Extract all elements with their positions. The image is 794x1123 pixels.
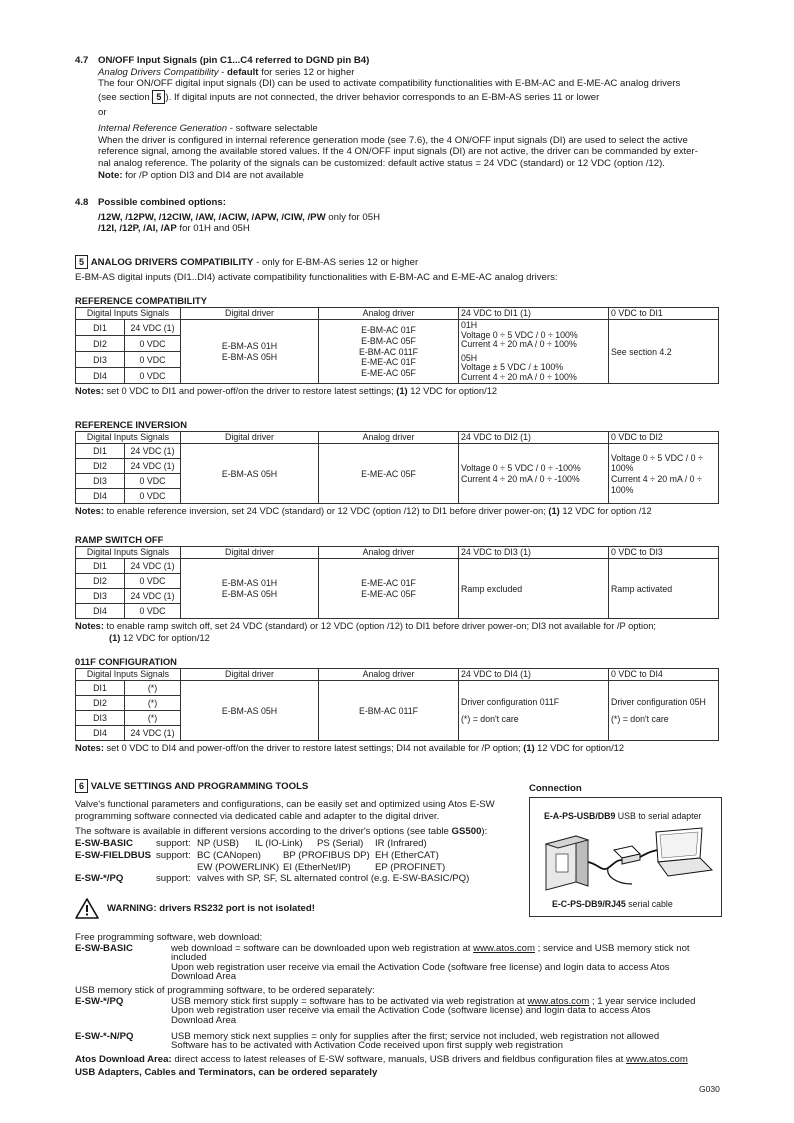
download-section: Free programming software, web download: E-SW-BASIC web download = software can be downloaded upon web registration at www.atos.com ; service and USB memory stick not included Upon web registration user receive via email the Activation Code (software free license) and login data to access Atos Download Area USB memory stick of programming software, to be ordered separately: E-SW-*/PQ USB memory stick first supply = software has to be activated via web registration at www.atos.com ; 1 year service included Upon web registration user receive via email the Activation Code (software license) and login data to access Atos Download Area E-SW-*-N/PQ USB memory stick next supplies = only for supplies after the first; service not included, web registration not allowed Software has to be activated with Activation Code received upon first supply web registration Atos Download Area: direct access to latest releases of E-SW software, manuals, USB drivers and fieldbus configuration files at www.atos.com USB Adapters, Cables and Terminators, can be ordered separately: [75, 932, 696, 1079]
connection-title: Connection: [529, 783, 582, 794]
section-5-header: 5 ANALOG DRIVERS COMPATIBILITY - only for E-BM-AS series 12 or higher E-BM-AS digital inputs (DI1..DI4) activate compatibility functionalities with E-BM-AC and E-ME-AC analog drivers:: [75, 257, 558, 283]
table-reference-compatibility: REFERENCE COMPATIBILITY Digital Inputs Signals Digital driver Analog driver 24 VDC to DI1 (1) 0 VDC to DI1 DI1 24 VDC (1) E-BM-AS 01H E-BM-AS 05H E-BM-AC 01F E-BM-AC 05F E-BM-AC 011F E-ME-AC 01F E-ME-AC 05F 01H Voltage 0 ÷ 5 VDC / 0 ÷ 100% Current 4 ÷ 20 mA / 0 ÷ 100% 05H Voltage ± 5 VDC / ± 100% Current 4 ÷ 20 mA / 0 ÷ 100% See section 4.2 DI2 0 VDC DI3 0 VDC DI4 0 VDC Notes: set 0 VDC to DI1 and power-off/on the driver to restore latest settings; (1) 12 VDC for option/12: [75, 295, 719, 398]
connection-diagram: [529, 797, 722, 917]
table-title: 011F CONFIGURATION: [75, 656, 177, 667]
section-number: 4.7: [75, 55, 89, 66]
section-box: 6: [75, 779, 88, 793]
sw-basic-row: E-SW-BASIC support: NP (USB) IL (IO-Link) PS (Serial) IR (Infrared): [75, 838, 427, 850]
table-title: RAMP SWITCH OFF: [75, 534, 164, 545]
table-ramp-switch-off: RAMP SWITCH OFF Digital Inputs Signals Digital driver Analog driver 24 VDC to DI3 (1) 0 VDC to DI3 DI1 24 VDC (1) E-BM-AS 01H E-BM-AS 05H E-ME-AC 01F E-ME-AC 05F Ramp excluded Ramp activated DI2 0 VDC DI3 24 VDC (1) DI4 0 VDC Notes: to enable ramp switch off, set 24 VDC (standard) or 12 VDC (option /12) to DI1 before driver power-on; DI3 not available for /P option; (1) 12 VDC for option/12: [75, 534, 719, 644]
section-title: ON/OFF Input Signals (pin C1...C4 referred to DGND pin B4): [98, 55, 370, 66]
section-6: 6 VALVE SETTINGS AND PROGRAMMING TOOLS Valve's functional parameters and configurations, can be easily set and optimized using Atos E-SW programming software connected via dedicated cable and adapter to the digital driver. The software is available in different versions according to the driver's options (see table GS500): E-SW-BASIC support: NP (USB) IL (IO-Link) PS (Serial) IR (Infrared) E-SW-FIELDBUS support: BC (CANopen) BP (PROFIBUS DP) EH (EtherCAT) EW (POWERLINK) EI (EtherNet/IP) EP (PROFINET) E-SW-*/PQ support: valves with SP, SF, SL alternated control (e.g. E-SW-BASIC/PQ): [75, 779, 525, 885]
section-4-8: 4.8 Possible combined options: /12W, /12PW, /12CIW, /AW, /ACIW, /APW, /CIW, /PW only for 05H /12I, /12P, /AI, /AP for 01H and 05H: [75, 197, 381, 235]
usb-cable-line: [640, 850, 658, 857]
driver-module-icon: [546, 836, 588, 890]
laptop-icon: [656, 828, 712, 876]
serial-cable-line: [588, 860, 622, 869]
section-4-7: 4.7 ON/OFF Input Signals (pin C1...C4 referred to DGND pin B4) Analog Drivers Compatibility - default for series 12 or higher The four ON/OFF digital input signals (DI) can be used to activate compatibility functionalities with E-BM-AC and E-ME-AC analog drivers (see section 5 ). If digital inputs are not connected, the driver behavior corresponds to an E-BM-AS series 11 or lower or Internal Reference Generation - software selectable When the driver is configured in internal reference generation mode (see 7.6), the 4 ON/OFF input signals (DI) are used to select the active reference signal, among the available stored values. If the 4 ON/OFF input signals (DI) are not active, the driver can be commanded by exter- nal analog reference. The polarity of the signals can be customized: default active status = 24 VDC (standard) or 12 VDC (option /12). Note: for /P option DI3 and DI4 are not available: [75, 55, 725, 181]
atos-link[interactable]: www.atos.com: [625, 1053, 688, 1065]
section-box: 5: [75, 255, 88, 269]
page-code: G030: [699, 1084, 720, 1094]
table-reference-inversion: REFERENCE INVERSION Digital Inputs Signals Digital driver Analog driver 24 VDC to DI2 (1) 0 VDC to DI2 DI1 24 VDC (1) E-BM-AS 05H E-ME-AC 05F Voltage 0 ÷ 5 VDC / 0 ÷ -100% Current 4 ÷ 20 mA / 0 ÷ -100% Voltage 0 ÷ 5 VDC / 0 ÷ 100% Current 4 ÷ 20 mA / 0 ÷ 100% DI2 24 VDC (1) DI3 0 VDC DI4 0 VDC Notes: to enable reference inversion, set 24 VDC (standard) or 12 VDC (option /12) to DI1 before driver power-on; (1) 12 VDC for option /12: [75, 419, 719, 518]
warning-icon: [75, 898, 99, 919]
table-title: REFERENCE INVERSION: [75, 419, 187, 430]
cable-label: E-C-PS-DB9/RJ45 serial cable: [552, 899, 673, 909]
paragraph: The four ON/OFF digital input signals (DI) can be used to activate compatibility functionalities with E-BM-AC and E-ME-AC analog drivers: [98, 78, 681, 90]
atos-link[interactable]: www.atos.com: [527, 995, 590, 1007]
table-title: REFERENCE COMPATIBILITY: [75, 295, 207, 306]
compat-label: Analog Drivers Compatibility: [98, 66, 219, 78]
table-011f-configuration: 011F CONFIGURATION Digital Inputs Signals Digital driver Analog driver 24 VDC to DI4 (1) 0 VDC to DI4 DI1 (*) E-BM-AS 05H E-BM-AC 011F Driver configuration 011F (*) = don't care Driver configuration 05H (*) = don't care DI2 (*) DI3 (*) DI4 24 VDC (1) Notes: set 0 VDC to DI4 and power-off/on the driver to restore latest settings; DI4 not available for /P option; (1) 12 VDC for option/12: [75, 656, 719, 755]
atos-link[interactable]: www.atos.com: [473, 942, 535, 954]
or-text: or: [98, 107, 107, 119]
warning: WARNING: drivers RS232 port is not isolated!: [75, 898, 315, 919]
connection-illustration: [536, 824, 716, 896]
sw-pq-row: E-SW-*/PQ support: valves with SP, SF, SL alternated control (e.g. E-SW-BASIC/PQ): [75, 873, 470, 885]
sw-fieldbus-row: E-SW-FIELDBUS support: BC (CANopen) BP (PROFIBUS DP) EH (EtherCAT): [75, 849, 439, 861]
section-title: Possible combined options:: [98, 197, 226, 208]
adapter-label: E-A-PS-USB/DB9 USB to serial adapter: [544, 811, 702, 821]
section-title: ANALOG DRIVERS COMPATIBILITY: [90, 257, 254, 268]
section-title: VALVE SETTINGS AND PROGRAMMING TOOLS: [90, 781, 309, 792]
section-ref-box: 5: [152, 90, 165, 104]
